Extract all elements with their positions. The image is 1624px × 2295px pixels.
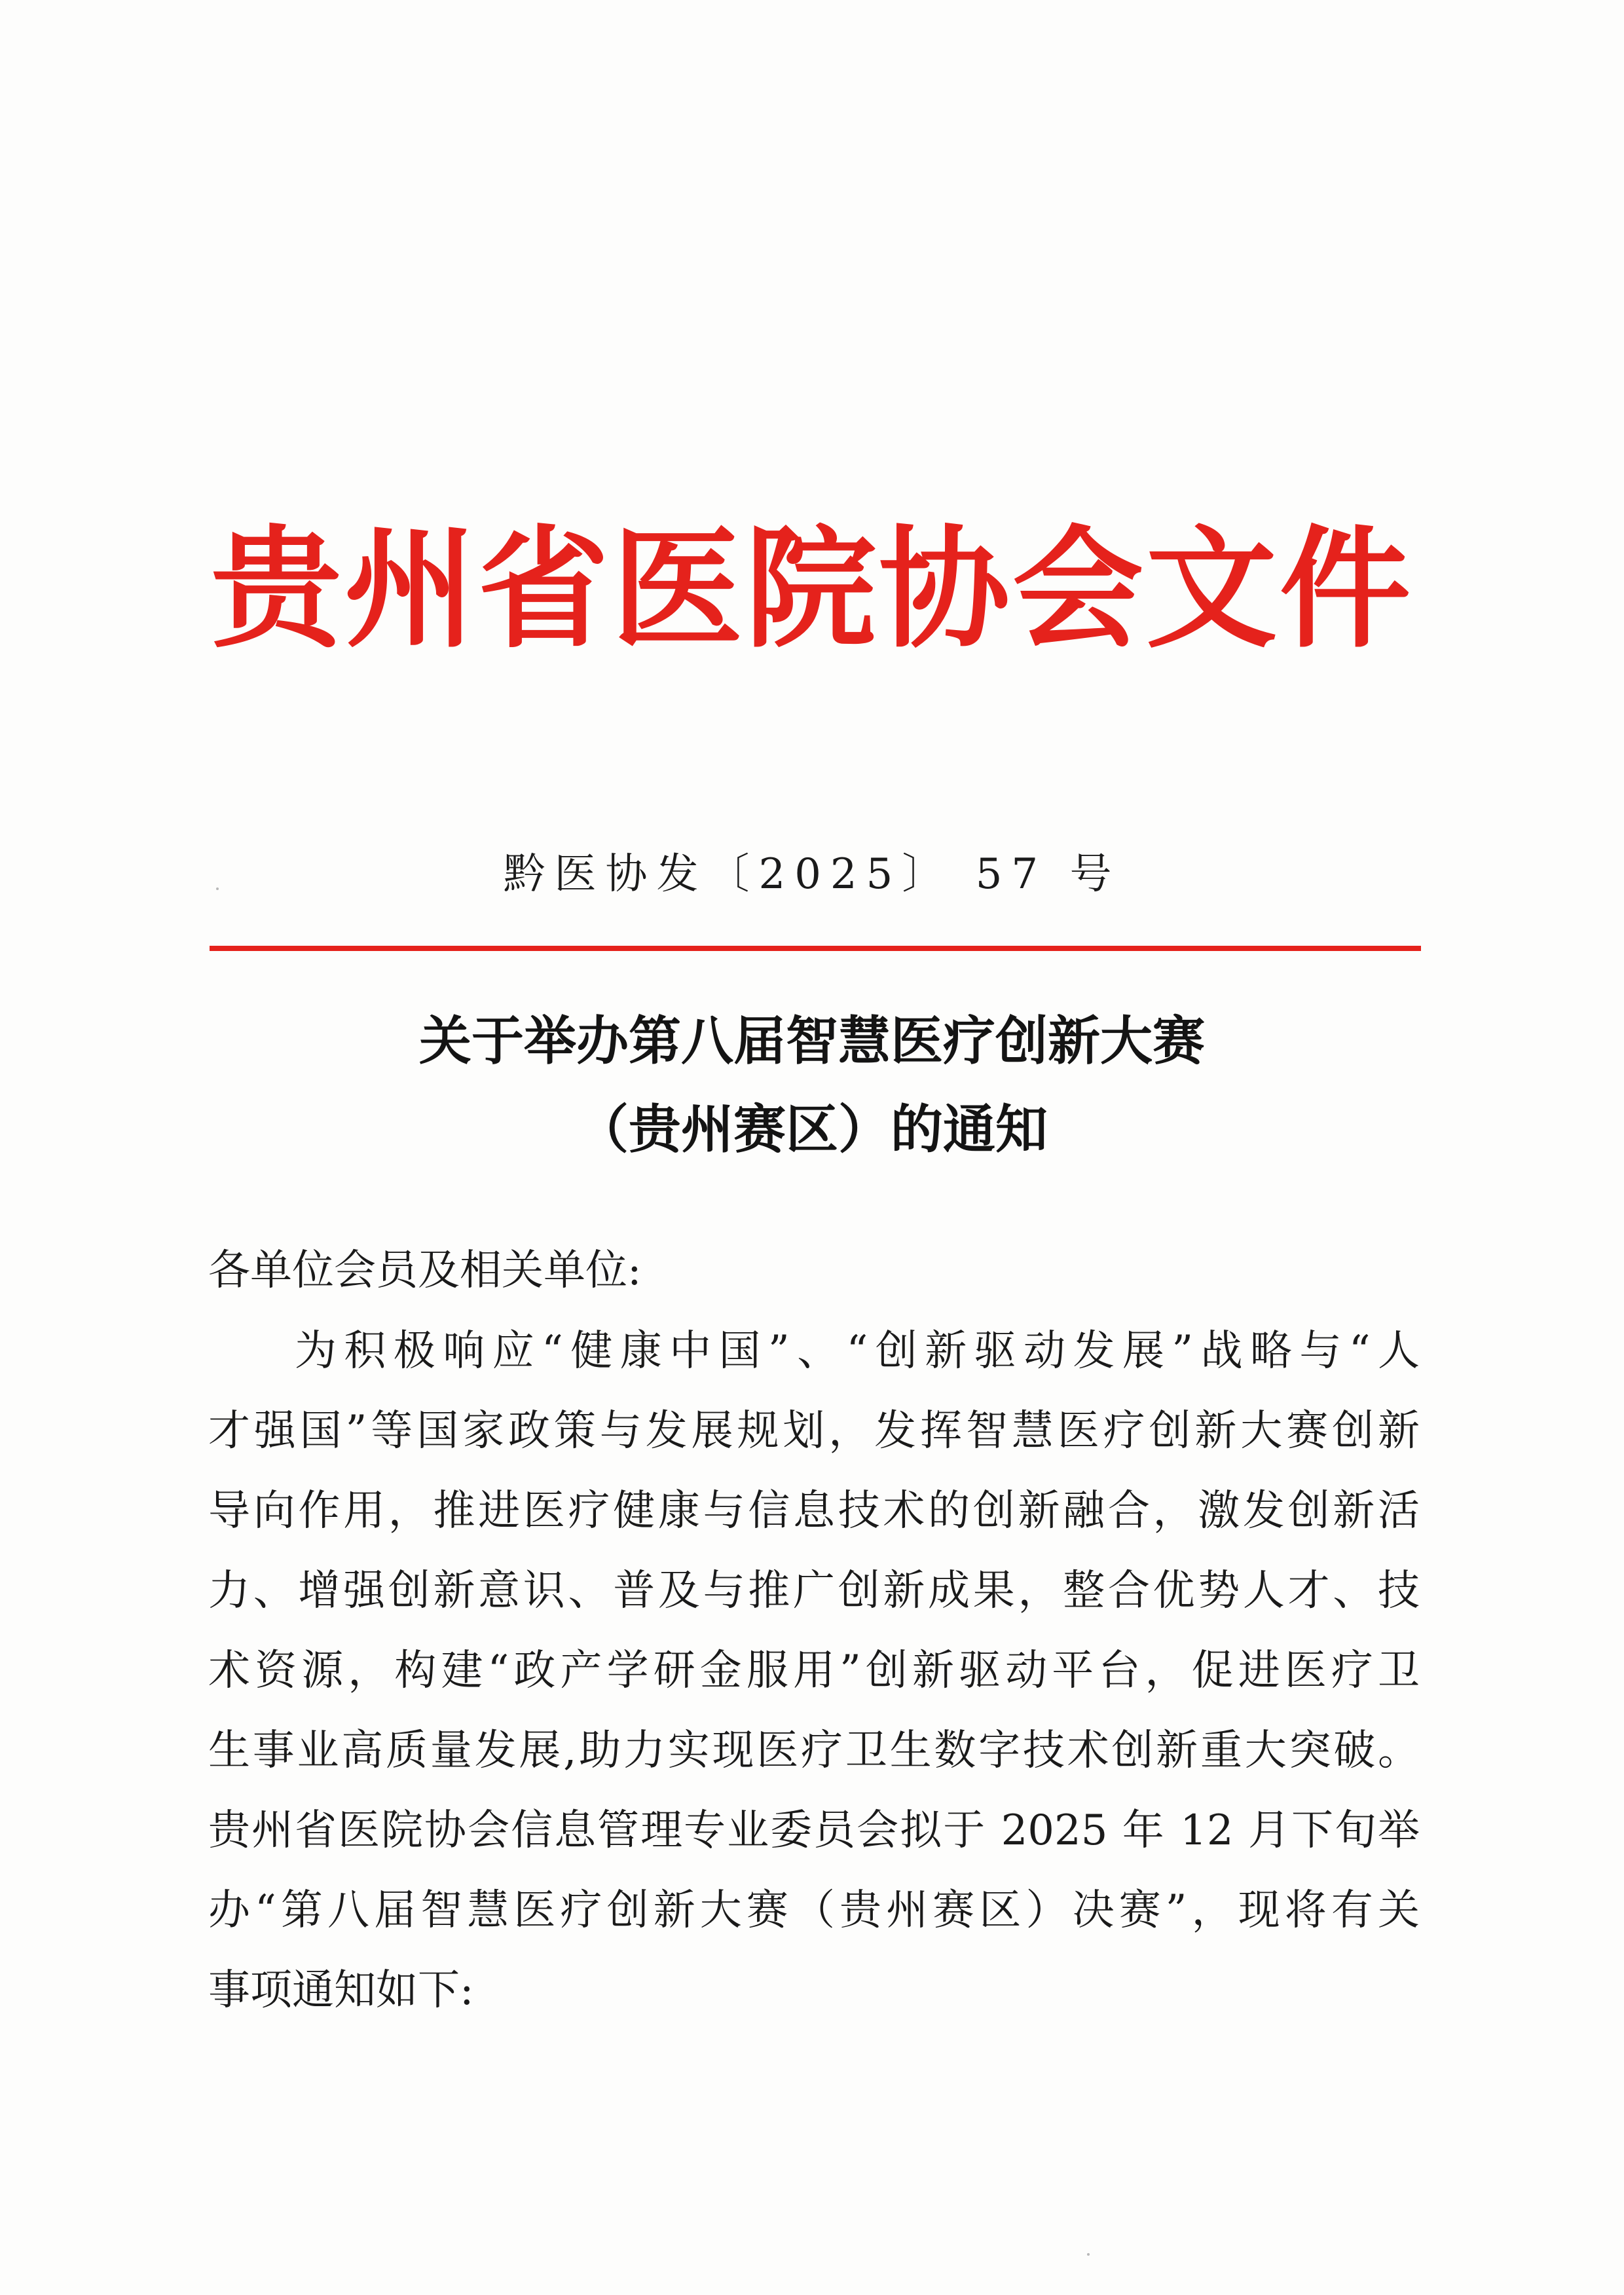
body-line-1: 为积极响应“健康中国”、“创新驱动发展”战略与“人: [295, 1327, 1420, 1375]
salutation: 各单位会员及相关单位:: [208, 1246, 642, 1295]
body-line-2: 才强国”等国家政策与发展规划，发挥智慧医疗创新大赛创新: [208, 1407, 1420, 1455]
issuer-header: 贵州省医院协会文件: [210, 512, 1413, 666]
body-line-4: 力、增强创新意识、普及与推广创新成果，整合优势人才、技: [208, 1567, 1420, 1615]
red-divider-rule: [210, 946, 1421, 951]
scan-speck: [216, 887, 219, 890]
body-line-9: 事项通知如下:: [208, 1966, 474, 2015]
body-line-8: 办“第八届智慧医疗创新大赛（贵州赛区）决赛”，现将有关: [208, 1886, 1420, 1935]
body-line-3: 导向作用，推进医疗健康与信息技术的创新融合，激发创新活: [208, 1487, 1420, 1535]
notice-title-line-2: （贵州赛区）的通知: [576, 1099, 1048, 1160]
document-number: 黔医协发〔2025〕 57 号: [503, 850, 1121, 899]
notice-title-line-1: 关于举办第八届智慧医疗创新大赛: [419, 1011, 1205, 1072]
scan-speck: [1087, 2253, 1090, 2256]
body-line-7: 贵州省医院协会信息管理专业委员会拟于 2025 年 12 月下旬举: [208, 1806, 1420, 1855]
body-line-6: 生事业高质量发展,助力实现医疗卫生数字技术创新重大突破。: [208, 1726, 1420, 1775]
body-line-5: 术资源，构建“政产学研金服用”创新驱动平台，促进医疗卫: [208, 1647, 1420, 1695]
